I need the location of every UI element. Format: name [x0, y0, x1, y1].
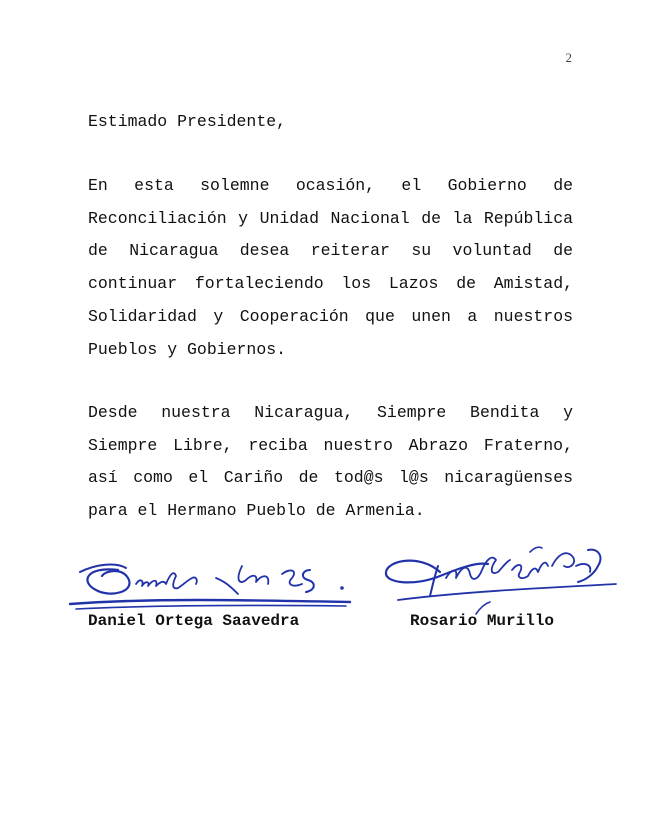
paragraph-1: En esta solemne ocasión, el Gobierno de Reconciliación y Unidad Nacional de la República de Nicaragua desea reiterar su voluntad de continuar fortaleciendo los Lazos de Amistad, Solidaridad y Cooperación que unen a nuestros Pueblos y Gobiernos.	[88, 176, 573, 359]
page-number: 2	[565, 50, 572, 65]
signature-daniel-ortega	[66, 548, 366, 618]
paragraph-2: Desde nuestra Nicaragua, Siempre Bendita y Siempre Libre, reciba nuestro Abrazo Fraterno, así como el Cariño de tod@s l@s nicaragüenses para el Hermano Pueblo de Armenia.	[88, 403, 573, 521]
salutation: Estimado Presidente,	[88, 112, 287, 131]
signatory-name-right: Rosario Murillo	[410, 612, 555, 630]
signatory-name-left: Daniel Ortega Saavedra	[88, 612, 300, 630]
